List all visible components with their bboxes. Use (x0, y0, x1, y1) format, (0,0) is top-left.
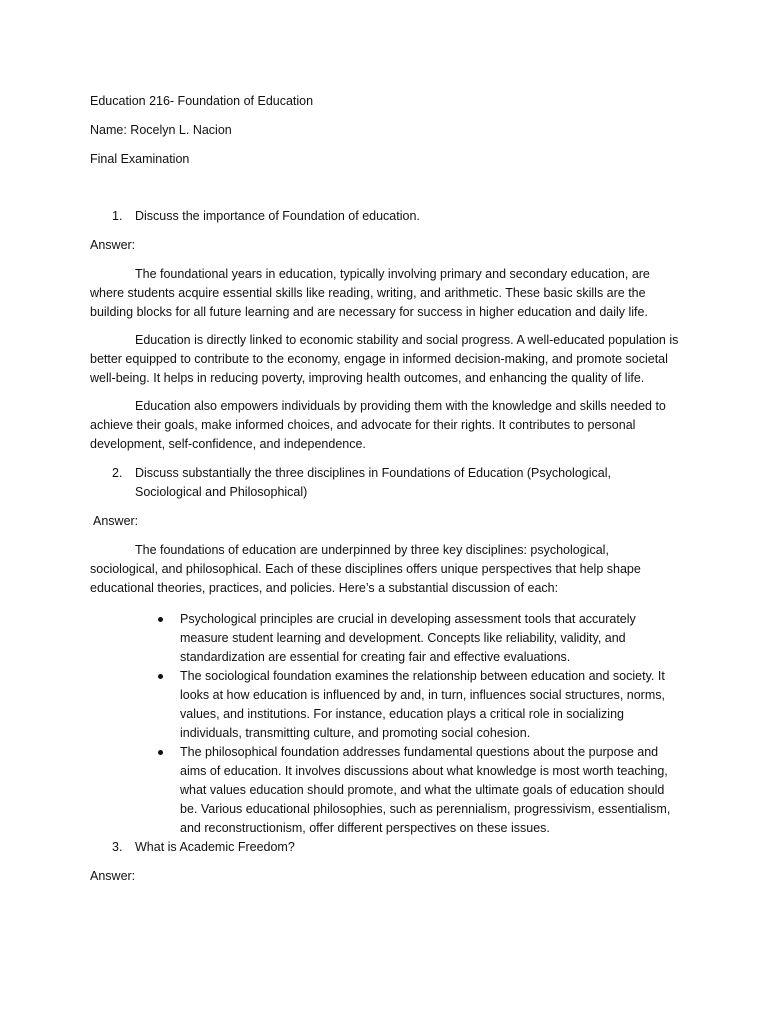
question-3-text: What is Academic Freedom? (135, 840, 295, 854)
document-content (90, 92, 680, 896)
list-item (90, 667, 680, 743)
question-2-text: Discuss substantially the three disciplines in Foundations of Education (Psychological, Sociological and Philosophical) (135, 466, 611, 499)
answer-1-label: Answer: (90, 238, 136, 252)
list-item (90, 610, 680, 667)
answer-1-paragraph-3: Education also empowers individuals by providing them with the knowledge and skills needed to achieve their goals, make informed choices, and advocate for their rights. It contributes to personal development, self-confidence, and independence. (90, 399, 666, 451)
answer-2-label: Answer: (93, 514, 139, 528)
bullet-icon (158, 617, 163, 622)
question-3-number: 3. (112, 840, 123, 854)
bullet-icon (158, 674, 163, 679)
bullet-text-philosophical: The philosophical foundation addresses fundamental questions about the purpose and aims of education. It involves discussions about what knowledge is most worth teaching, what values education should promote, and what the ultimate goals of education should be. Various educational philosophies, such as perennialism, progressivism, essentialism, and reconstructionism, offer different perspectives on these issues. (180, 745, 671, 835)
answer-1-paragraph-1: The foundational years in education, typically involving primary and secondary education, are where students acquire essential skills like reading, writing, and arithmetic. These basic skills are the building blocks for all future learning and are necessary for success in higher education and daily life. (90, 267, 650, 319)
question-2 (90, 464, 680, 502)
answer-2-paragraph-1: The foundations of education are underpinned by three key disciplines: psychological, sociological, and philosophical. Each of these disciplines offers unique perspectives that help shape educational theories, practices, and policies. Here’s a substantial discussion of each: (90, 543, 641, 595)
list-item (90, 743, 680, 838)
answer-3-label: Answer: (90, 869, 136, 883)
exam-title: Final Examination (90, 152, 190, 166)
disciplines-list (90, 610, 680, 838)
answer-1-paragraph-2: Education is directly linked to economic stability and social progress. A well-educated population is better equipped to contribute to the economy, engage in informed decision-making, and promote societal well-being. It helps in reducing poverty, improving health outcomes, and enhancing the quality of life. (90, 333, 679, 385)
question-1-text: Discuss the importance of Foundation of education. (135, 209, 420, 223)
question-1 (90, 207, 680, 226)
course-title: Education 216- Foundation of Education (90, 94, 314, 108)
bullet-text-sociological: The sociological foundation examines the relationship between education and society. It looks at how education is influenced by and, in turn, influences social structures, norms, values, and institutions. For instance, education plays a critical role in socializing individuals, transmitting culture, and promoting social cohesion. (180, 669, 665, 740)
bullet-text-psychological: Psychological principles are crucial in developing assessment tools that accurately measure student learning and development. Concepts like reliability, validity, and standardization are essential for creating fair and effective evaluations. (180, 612, 636, 664)
question-2-number: 2. (112, 466, 123, 480)
student-name: Name: Rocelyn L. Nacion (90, 123, 232, 137)
question-1-number: 1. (112, 209, 123, 223)
bullet-icon (158, 750, 163, 755)
question-3 (90, 838, 680, 857)
